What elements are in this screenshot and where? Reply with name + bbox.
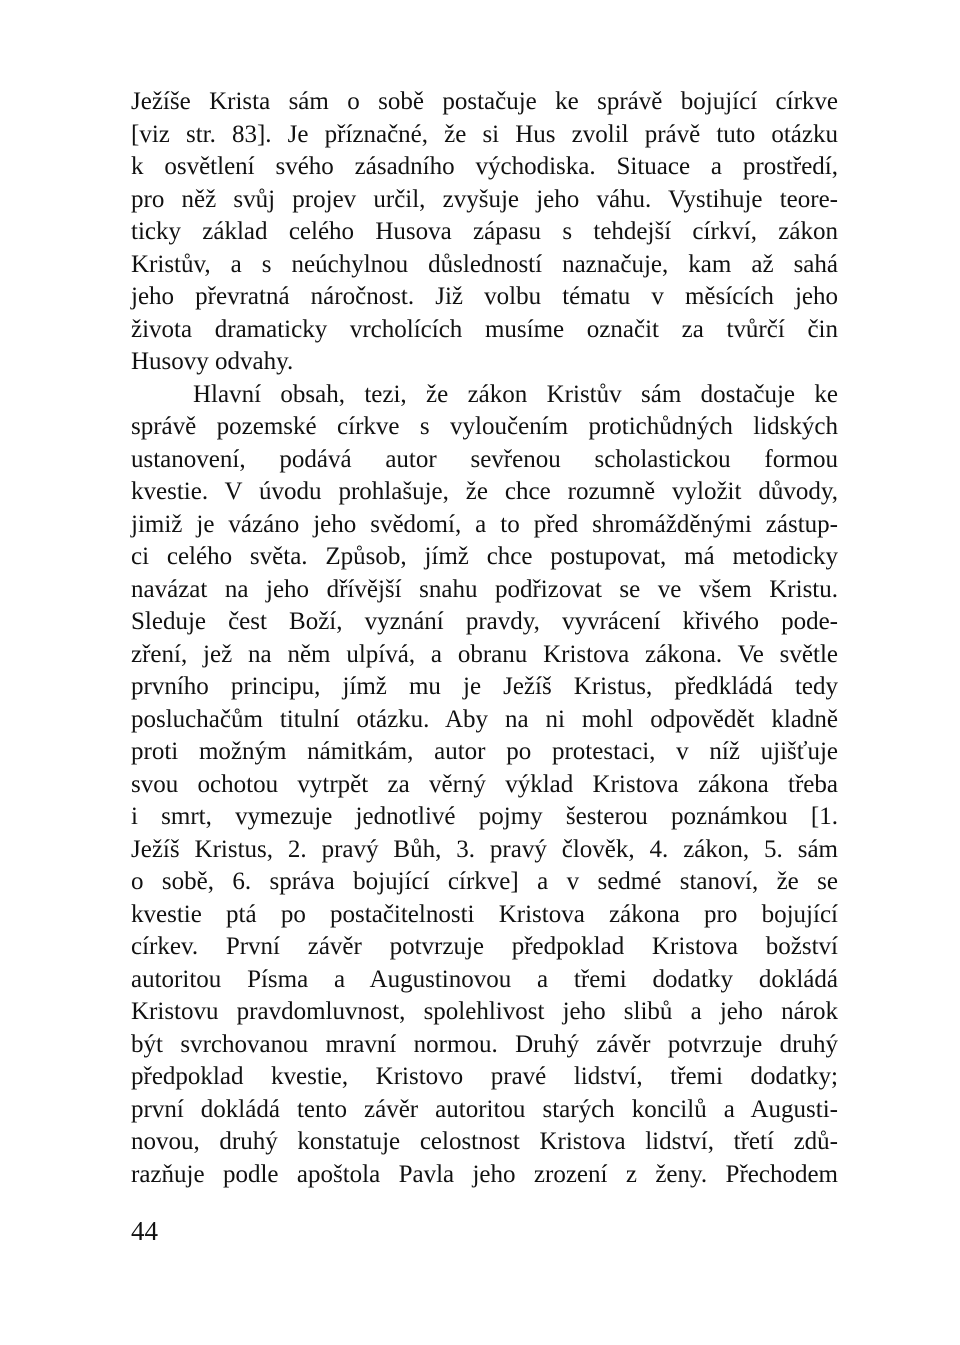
text-line: ustanovení, podává autor sevřenou scholastickou formou <box>131 445 838 473</box>
text-line: posluchačům titulní otázku. Aby na ni mohl odpovědět kladně <box>131 705 838 733</box>
text-line: k osvětlení svého zásadního východiska. Situace a prostředí, <box>131 153 838 180</box>
text-line: [viz str. 83]. Je příznačné, že si Hus zvolil právě tuto otázku <box>131 120 838 148</box>
text-line: proti možným námitkám, autor po protestaci, v níž ujišťuje <box>131 738 838 765</box>
text-line: Kristův, a s neúchylnou důsledností naznačuje, kam až sahá <box>131 250 838 278</box>
text-line: navázat na jeho dřívější snahu podřizovat se ve všem Kristu. <box>131 575 838 603</box>
text-line: prvního principu, jímž mu je Ježíš Kristus, předkládá tedy <box>131 673 838 700</box>
text-line: razňuje podle apoštola Pavla jeho zrození z ženy. Přechodem <box>131 1160 838 1188</box>
page-number: 44 <box>131 1216 158 1246</box>
text-line: ticky základ celého Husova zápasu s tehdejší církví, zákon <box>131 218 838 245</box>
text-line: Husovy odvahy. <box>131 348 294 375</box>
text-line: života dramaticky vrcholících musíme označit za tvůrčí čin <box>131 315 838 343</box>
text-line: jeho převratná náročnost. Již volbu tématu v měsících jeho <box>131 283 838 310</box>
text-line: Kristovu pravdomluvnost, spolehlivost jeho slibů a jeho nárok <box>131 998 838 1025</box>
text-line: i smrt, vymezuje jednotlivé pojmy šesterou poznámkou [1. <box>131 803 838 830</box>
text-line: Sleduje čest Boží, vyznání pravdy, vyvrácení křivého pode- <box>131 608 838 635</box>
text-line: kvestie ptá po postačitelnosti Kristova zákona pro bojující <box>131 900 838 928</box>
text-line: zření, jež na něm ulpívá, a obranu Kristova zákona. Ve světle <box>131 640 838 668</box>
text-line: být svrchovanou mravní normou. Druhý závěr potvrzuje druhý <box>131 1030 838 1058</box>
text-line: novou, druhý konstatuje celostnost Kristova lidství, třetí zdů- <box>131 1128 838 1155</box>
paragraph-1 <box>131 86 838 379</box>
text-line: autoritou Písma a Augustinovou a třemi dodatky dokládá <box>131 965 838 993</box>
body-text <box>131 86 838 1191</box>
text-line: svou ochotou vytrpět za věrný výklad Kristova zákona třeba <box>131 770 838 798</box>
text-line: o sobě, 6. správa bojující církve] a v sedmé stanoví, že se <box>131 868 838 895</box>
text-line: kvestie. V úvodu prohlašuje, že chce rozumně vyložit důvody, <box>131 478 838 505</box>
text-line: Hlavní obsah, tezi, že zákon Kristův sám dostačuje ke <box>193 380 838 408</box>
text-line: církev. První závěr potvrzuje předpoklad Kristova božství <box>131 933 838 960</box>
text-line: Ježíše Krista sám o sobě postačuje ke správě bojující církve <box>131 88 838 115</box>
text-line: první dokládá tento závěr autoritou starých koncilů a Augusti- <box>131 1095 838 1123</box>
text-line: Ježíš Kristus, 2. pravý Bůh, 3. pravý člověk, 4. zákon, 5. sám <box>131 835 838 863</box>
text-line: správě pozemské církve s vyloučením protichůdných lidských <box>131 413 838 440</box>
paragraph-2 <box>131 379 838 1192</box>
text-line: ci celého světa. Způsob, jímž chce postupovat, má metodicky <box>131 543 838 570</box>
text-line: jimiž je vázáno jeho svědomí, a to před shromážděnými zástup- <box>131 510 838 538</box>
text-line: pro něž svůj projev určil, zvyšuje jeho váhu. Vystihuje teore- <box>131 185 838 213</box>
text-line: předpoklad kvestie, Kristovo pravé lidství, třemi dodatky; <box>131 1063 838 1090</box>
